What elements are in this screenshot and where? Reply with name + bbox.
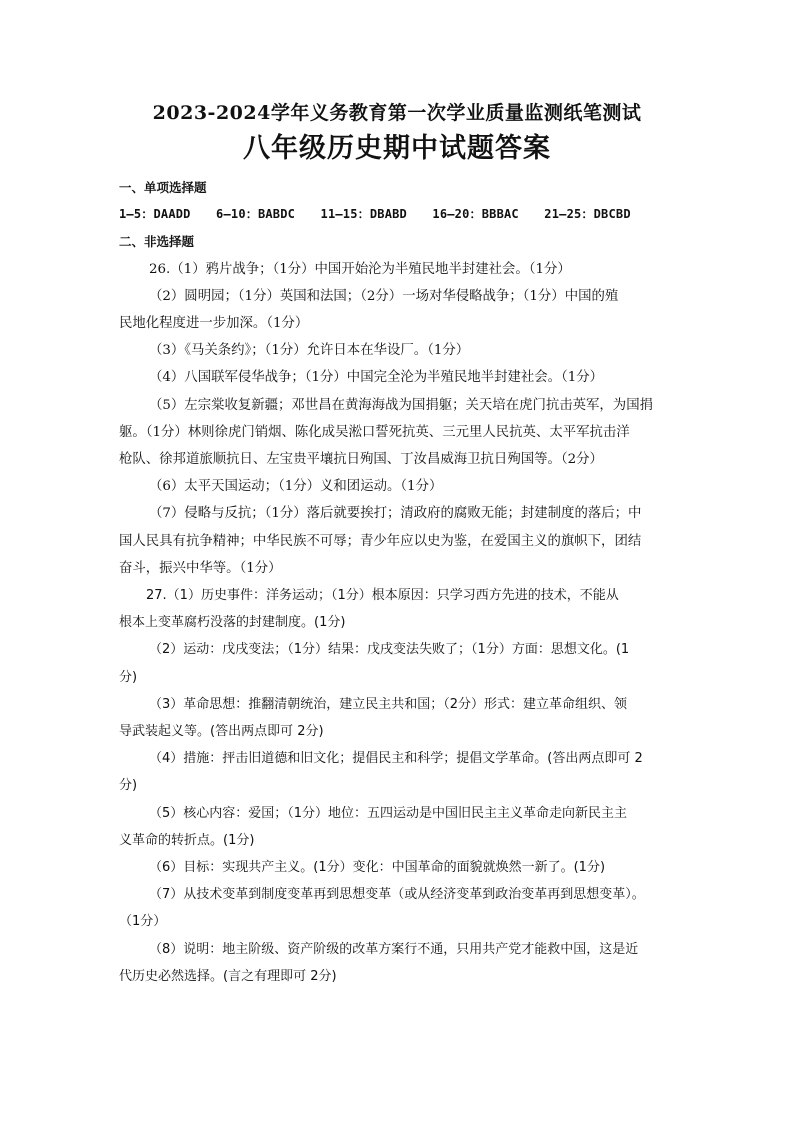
answer-line: （4）措施：抨击旧道德和旧文化；提倡民主和科学；提倡文学革命。(答出两点即可 2	[149, 751, 643, 767]
answer-line: 根本上变革腐朽没落的封建制度。(1分)	[119, 615, 346, 631]
answer-line: （1分）	[119, 914, 167, 930]
answer-line: 分)	[119, 778, 138, 794]
answer-line: 枪队、徐邦道旅顺抗日、左宝贵平壤抗日殉国、丁汝昌威海卫抗日殉国等。（2分）	[119, 452, 603, 468]
answer-body	[119, 174, 679, 990]
answer-line: （5）左宗棠收复新疆；邓世昌在黄海海战为国捐躯；关天培在虎门抗击英军，为国捐	[149, 397, 653, 413]
answer-line: 奋斗，振兴中华等。（1分）	[119, 560, 282, 576]
answer-line: （7）从技术变革到制度变革再到思想变革（或从经济变革到政治变革再到思想变革）。	[149, 887, 645, 903]
answer-line: 国人民具有抗争精神；中华民族不可辱；青少年应以史为鉴，在爱国主义的旗帜下，团结	[119, 533, 642, 549]
mc-answer-group: 16—20：BBBAC	[432, 207, 519, 222]
answer-line: 民地化程度进一步加深。（1分）	[119, 316, 309, 332]
answer-line: 分)	[119, 669, 138, 685]
answer-line: （2）圆明园；（1分）英国和法国；（2分）一场对华侵略战争；（1分）中国的殖	[149, 288, 619, 304]
answer-line: （2）运动：戊戌变法；（1分）结果：戊戌变法失败了；（1分）方面：思想文化。(1	[149, 642, 630, 658]
answer-line: （4）八国联军侵华战争；（1分）中国完全沦为半殖民地半封建社会。（1分）	[149, 370, 604, 386]
answer-line: 躯。（1分）林则徐虎门销烟、陈化成吴淞口誓死抗英、三元里人民抗英、太平军抗击洋	[119, 424, 630, 440]
answer-line: 义革命的转折点。(1分)	[119, 832, 255, 848]
mc-answer-group: 1—5：DAADD	[119, 207, 191, 222]
answer-line: （3）革命思想：推翻清朝统治，建立民主共和国；（2分）形式：建立革命组织、领	[149, 696, 628, 712]
answer-line: （6）目标：实现共产主义。(1分）变化：中国革命的面貌就焕然一新了。(1分)	[149, 860, 606, 876]
answer-line: （6）太平天国运动；（1分）义和团运动。（1分）	[149, 479, 443, 495]
answer-line: （3）《马关条约》；（1分）允许日本在华设厂。（1分）	[149, 343, 470, 359]
answer-line: （5）核心内容：爱国；（1分）地位：五四运动是中国旧民主主义革命走向新民主主	[149, 805, 628, 821]
answer-line: 导武装起义等。(答出两点即可 2分)	[119, 724, 324, 740]
document-title: 2023-2024学年义务教育第一次学业质量监测纸笔测试	[152, 102, 642, 124]
mc-answer-group: 11—15：DBABD	[320, 207, 407, 222]
document-subtitle: 八年级历史期中试题答案	[243, 133, 551, 164]
answer-line: （8）说明：地主阶级、资产阶级的改革方案行不通，只用共产党才能救中国，这是近	[149, 941, 639, 957]
answer-line: （7）侵略与反抗；（1分）落后就要挨打；清政府的腐败无能；封建制度的落后；中	[149, 506, 642, 522]
answer-line: 27.（1）历史事件：洋务运动；（1分）根本原因：只学习西方先进的技术，不能从	[146, 588, 619, 604]
section-heading-non-choice: 二、非选择题	[119, 234, 195, 250]
mc-answer-group: 6—10：BABDC	[216, 207, 296, 222]
multiple-choice-answers	[119, 201, 679, 228]
answer-line: 代历史必然选择。(言之有理即可 2分)	[119, 968, 337, 984]
answer-line: 26.（1）鸦片战争；（1分）中国开始沦为半殖民地半封建社会。（1分）	[149, 261, 571, 277]
section-heading-multiple-choice: 一、单项选择题	[119, 180, 207, 195]
mc-answer-group: 21—25：DBCBD	[544, 207, 631, 222]
